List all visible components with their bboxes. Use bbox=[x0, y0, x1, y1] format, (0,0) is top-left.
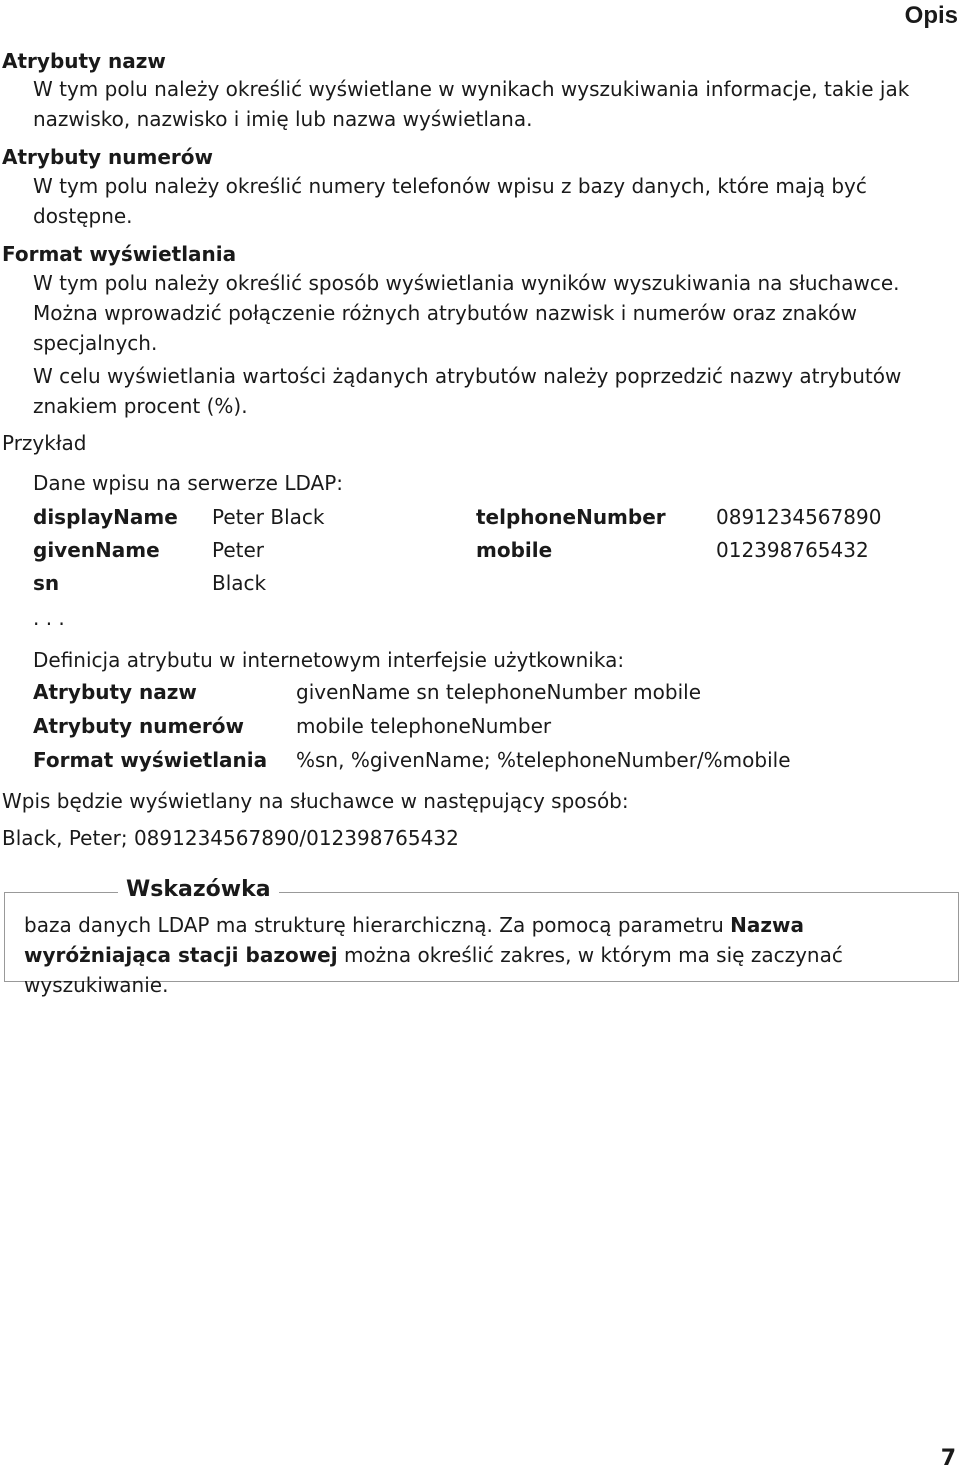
result-value: Black, Peter; 0891234567890/012398765432 bbox=[2, 826, 459, 850]
entry-attr: telphoneNumber bbox=[476, 505, 666, 529]
entry-value: 0891234567890 bbox=[716, 505, 882, 529]
entry-value: Peter bbox=[212, 538, 265, 562]
ellipsis: . . . bbox=[33, 606, 65, 630]
display-format-text-2: W celu wyświetlania wartości żądanych atrybutów należy poprzedzić nazwy atrybutów znakiem procent (%). bbox=[33, 364, 902, 418]
entry-value: Peter Black bbox=[212, 505, 325, 529]
attr-numbers-text: W tym polu należy określić numery telefonów wpisu z bazy danych, które mają być dostępne. bbox=[33, 174, 867, 228]
display-format-heading: Format wyświetlania bbox=[2, 242, 237, 266]
definition-label: Definicja atrybutu w internetowym interfejsie użytkownika: bbox=[33, 648, 625, 672]
definition-value: givenName sn telephoneNumber mobile bbox=[296, 680, 702, 704]
entry-attr: sn bbox=[33, 571, 60, 595]
note-title: Wskazówka bbox=[118, 877, 279, 902]
note-param-name: Nazwa wyróżniająca stacji bazowej bbox=[24, 913, 805, 967]
note-text: baza danych LDAP ma strukturę hierarchiczną. Za pomocą parametru Nazwa wyróżniająca stacji bazowej można określić zakres, w którym ma się zaczynać wyszukiwanie. bbox=[24, 913, 843, 997]
definition-key: Format wyświetlania bbox=[33, 748, 268, 772]
attr-names-text: W tym polu należy określić wyświetlane w wynikach wyszukiwania informacje, takie jak nazwisko, nazwisko i imię lub nazwa wyświetlana. bbox=[33, 77, 910, 131]
entry-attr: displayName bbox=[33, 505, 178, 529]
attr-numbers-heading: Atrybuty numerów bbox=[2, 145, 214, 169]
result-label: Wpis będzie wyświetlany na słuchawce w następujący sposób: bbox=[2, 789, 629, 813]
definition-key: Atrybuty nazw bbox=[33, 680, 197, 704]
entry-attr: mobile bbox=[476, 538, 553, 562]
example-heading: Przykład bbox=[2, 431, 87, 455]
page-number: 7 bbox=[940, 1446, 956, 1471]
entry-attr: givenName bbox=[33, 538, 160, 562]
section-title: Opis bbox=[904, 2, 958, 29]
attr-names-heading: Atrybuty nazw bbox=[2, 49, 166, 73]
definition-value: mobile telephoneNumber bbox=[296, 714, 552, 738]
entry-value: 012398765432 bbox=[716, 538, 869, 562]
definition-value: %sn, %givenName; %telephoneNumber/%mobile bbox=[296, 748, 791, 772]
display-format-text-1: W tym polu należy określić sposób wyświetlania wyników wyszukiwania na słuchawce. Można wprowadzić połączenie różnych atrybutów nazwisk i numerów oraz znaków specjalnych. bbox=[33, 271, 900, 355]
entry-value: Black bbox=[212, 571, 267, 595]
entry-label: Dane wpisu na serwerze LDAP: bbox=[33, 471, 344, 495]
definition-key: Atrybuty numerów bbox=[33, 714, 245, 738]
